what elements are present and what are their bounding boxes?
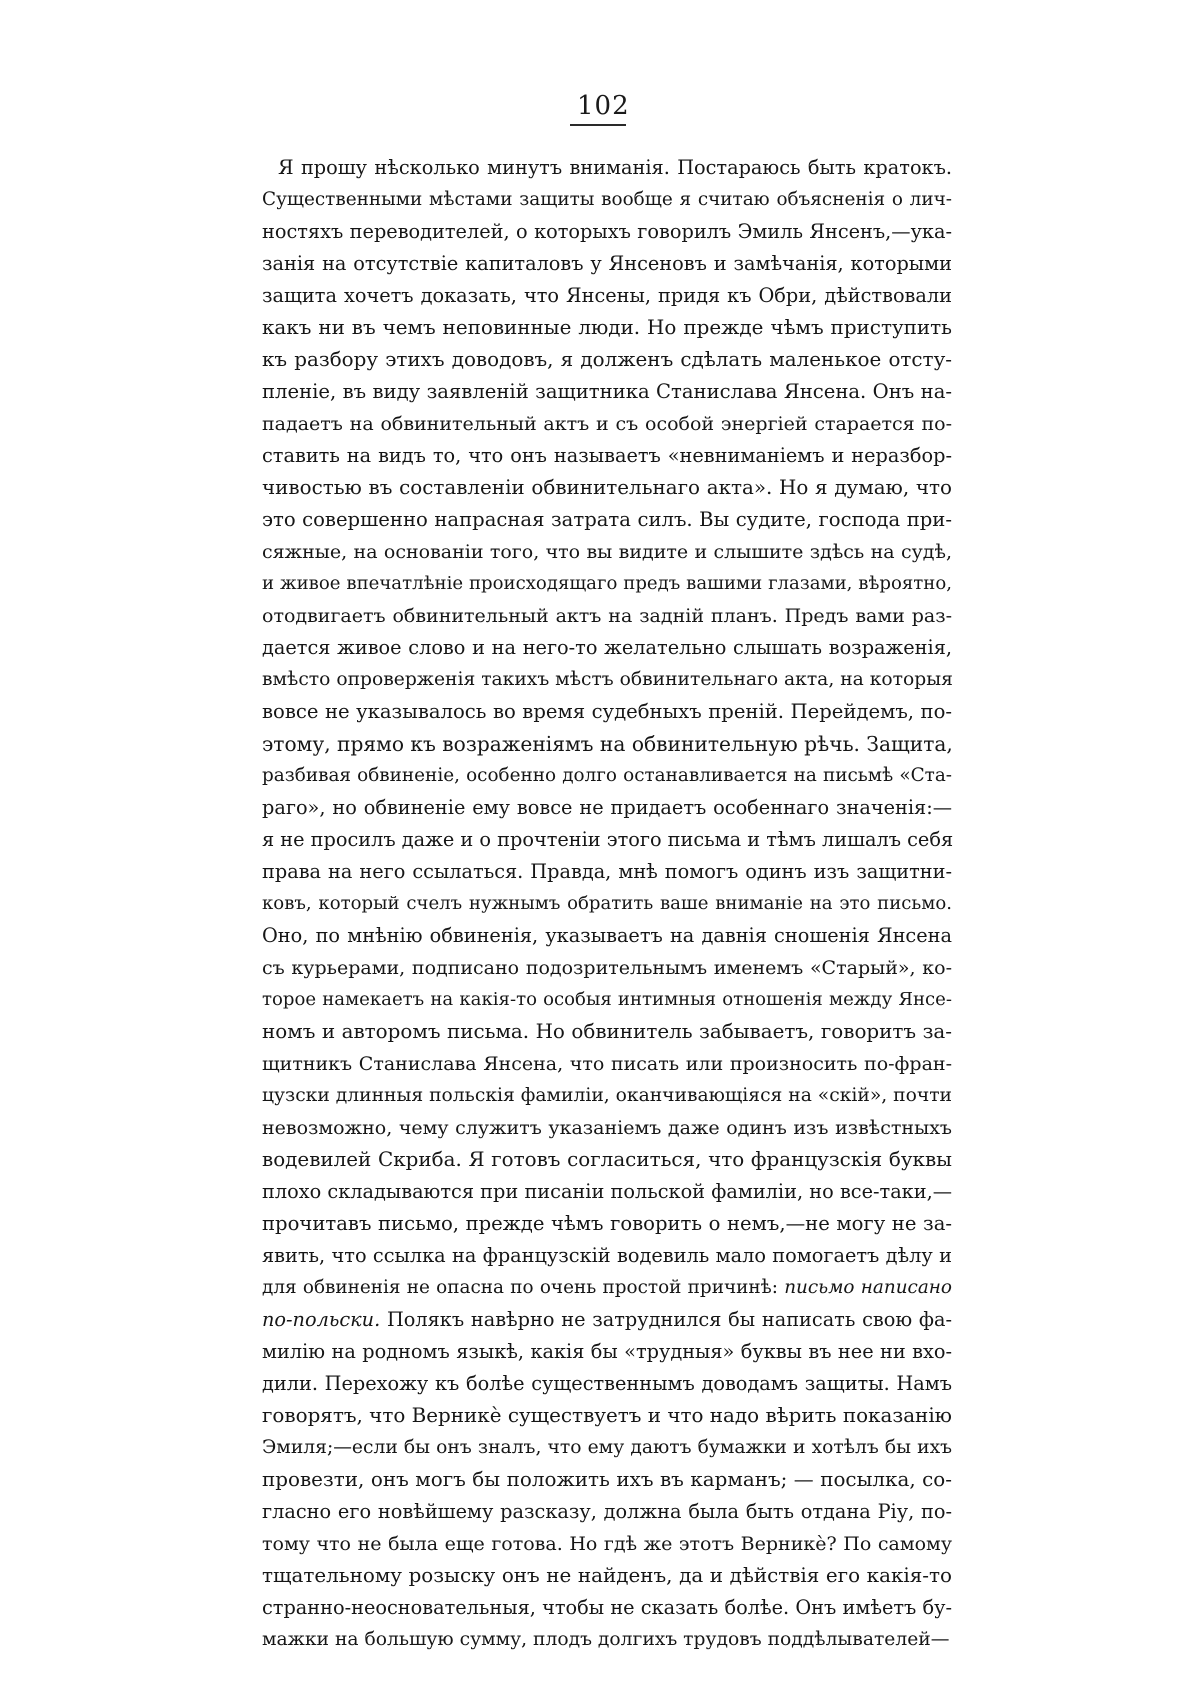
text-line: тому что не была еще готова. Но гдѣ же этотъ Верникè? По самому (262, 1533, 952, 1555)
text-line: занія на отсутствіе капиталовъ у Янсеновъ и замѣчанія, которыми (262, 252, 952, 275)
page-number-rule (570, 124, 626, 126)
text-line: Существенными мѣстами защиты вообще я считаю объясненія о лич- (262, 189, 952, 210)
text-line: это совершенно напрасная затрата силъ. Вы судите, господа при- (262, 508, 952, 531)
text-line: ковъ, который счелъ нужнымъ обратить ваше вниманіе на это письмо. (262, 893, 952, 914)
body-text (262, 152, 952, 1656)
text-line: я не просилъ даже и о прочтеніи этого письма и тѣмъ лишалъ себя (262, 828, 954, 851)
text-line: говорятъ, что Верникè существуетъ и что надо вѣрить показанію (262, 1404, 952, 1427)
text-line: провезти, онъ могъ бы положить ихъ въ карманъ; — посылка, со- (262, 1468, 952, 1491)
text-line: раго», но обвиненіе ему вовсе не придаетъ особеннаго значенія:— (262, 796, 952, 819)
text-line: странно-неосновательныя, чтобы не сказать болѣе. Онъ имѣетъ бу- (262, 1596, 952, 1619)
text-line: торое намекаетъ на какія-то особыя интимныя отношенія между Янсе- (262, 989, 952, 1010)
text-line: гласно его новѣйшему разсказу, должна была быть отдана Ріу, по- (262, 1500, 952, 1523)
text-line: невозможно, чему служитъ указаніемъ даже одинъ изъ извѣстныхъ (262, 1117, 952, 1139)
text-line: номъ и авторомъ письма. Но обвинитель забываетъ, говоритъ за- (262, 1020, 952, 1043)
text-line: тщательному розыску онъ не найденъ, да и дѣйствія его какія-то (262, 1564, 952, 1587)
text-line: сяжные, на основаніи того, что вы видите и слышите здѣсь на судѣ, (262, 541, 952, 563)
text-line-part: Полякъ навѣрно не затруднился бы написать свою фа- (380, 1308, 952, 1331)
text-line: чивостью въ составленіи обвинительнаго акта». Но я думаю, что (262, 476, 952, 499)
text-line-with-italic (262, 1304, 952, 1336)
text-line: прочитавъ письмо, прежде чѣмъ говорить о немъ,—не могу не за- (262, 1212, 952, 1235)
text-line: мажки на большую сумму, плодъ долгихъ трудовъ поддѣлывателей— (262, 1629, 950, 1650)
text-line: щитникъ Станислава Янсена, что писать или произносить по-фран- (262, 1053, 952, 1075)
text-line: отодвигаетъ обвинительный актъ на задній планъ. Предъ вами раз- (262, 605, 952, 627)
text-line: милію на родномъ языкѣ, какія бы «трудныя» буквы въ нее ни вхо- (262, 1340, 952, 1363)
text-line-part: для обвиненія не опасна по очень простой причинѣ: (262, 1277, 785, 1298)
text-line: и живое впечатлѣніе происходящаго предъ вашими глазами, вѣроятно, (262, 573, 952, 594)
text-line: плохо складываются при писаніи польской фамиліи, но все-таки,— (262, 1180, 952, 1203)
text-line: съ курьерами, подписано подозрительнымъ именемъ «Старый», ко- (262, 957, 952, 979)
text-line: явить, что ссылка на французскій водевиль мало помогаетъ дѣлу и (262, 1244, 952, 1267)
page-number: 102 (577, 91, 630, 121)
text-line: этому, прямо къ возраженіямъ на обвинительную рѣчь. Защита, (262, 732, 953, 756)
text-line: пленіе, въ виду заявленій защитника Станислава Янсена. Онъ на- (262, 380, 952, 403)
text-line: ностяхъ переводителей, о которыхъ говорилъ Эмиль Янсенъ,—ука- (262, 220, 952, 243)
text-line: дается живое слово и на него-то желательно слышать возраженія, (262, 636, 952, 659)
italic-emphasis: письмо написано (784, 1277, 952, 1298)
text-line: ставить на видъ то, что онъ называетъ «невниманіемъ и неразбор- (262, 444, 952, 467)
text-line: Эмиля;—если бы онъ зналъ, что ему даютъ бумажки и хотѣлъ бы ихъ (262, 1437, 952, 1458)
text-line: вмѣсто опроверженія такихъ мѣстъ обвинительнаго акта, на которыя (262, 669, 953, 690)
text-line: разбивая обвиненіе, особенно долго останавливается на письмѣ «Ста- (262, 765, 952, 786)
text-line: дили. Перехожу къ болѣе существеннымъ доводамъ защиты. Намъ (262, 1372, 952, 1395)
text-line: падаетъ на обвинительный актъ и съ особой энергіей старается по- (262, 413, 952, 435)
text-line: цузски длинныя польскія фамиліи, оканчивающіяся на «скій», почти (262, 1085, 952, 1106)
text-line: Оно, по мнѣнію обвиненія, указываетъ на давнія сношенія Янсена (262, 924, 952, 947)
text-line: вовсе не указывалось во время судебныхъ преній. Перейдемъ, по- (262, 700, 952, 723)
italic-emphasis: по-польски. (262, 1308, 381, 1331)
text-line-with-italic (262, 1272, 952, 1304)
text-line: какъ ни въ чемъ неповинные люди. Но прежде чѣмъ приступить (262, 316, 952, 339)
text-line: къ разбору этихъ доводовъ, я долженъ сдѣлать маленькое отсту- (262, 348, 952, 371)
text-line: Я прошу нѣсколько минутъ вниманія. Постараюсь быть кратокъ. (278, 156, 952, 179)
text-line: водевилей Скриба. Я готовъ согласиться, что французскія буквы (262, 1148, 952, 1171)
text-line: защита хочетъ доказать, что Янсены, придя къ Обри, дѣйствовали (262, 284, 952, 307)
text-line: права на него ссылаться. Правда, мнѣ помогъ одинъ изъ защитни- (262, 860, 952, 883)
